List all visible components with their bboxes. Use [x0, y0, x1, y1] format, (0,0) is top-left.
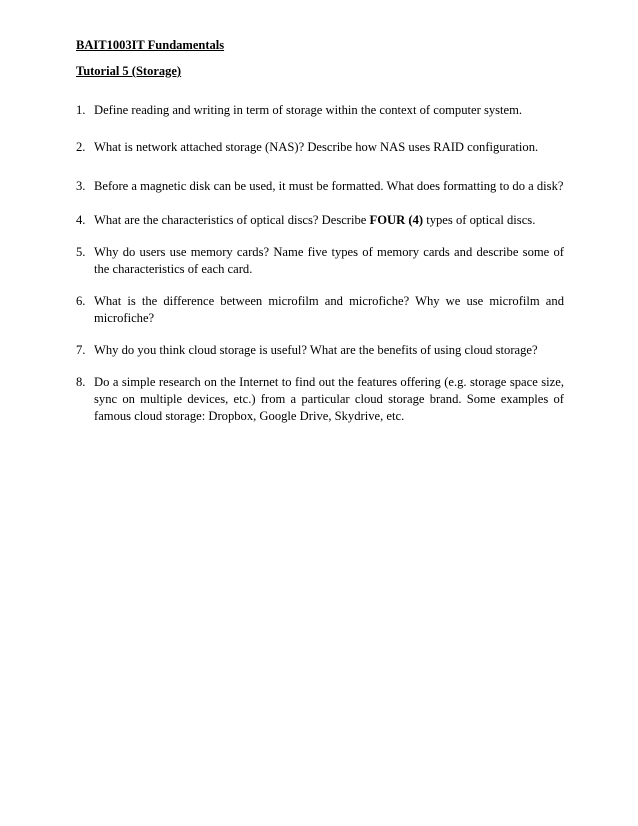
- question-number: 8.: [76, 375, 86, 389]
- question-number: 2.: [76, 140, 86, 154]
- question-emphasis: FOUR (4): [369, 213, 424, 227]
- question-number: 3.: [76, 179, 86, 193]
- question-item: [76, 139, 564, 156]
- question-item: [76, 102, 564, 119]
- question-number: 6.: [76, 294, 86, 308]
- question-text: What is the difference between microfilm and microfiche? Why we use microfilm and microfiche?: [94, 294, 564, 325]
- course-title: BAIT1003IT Fundamentals: [76, 38, 225, 52]
- question-item: [76, 178, 564, 195]
- question-text: types of optical discs.: [423, 213, 536, 227]
- question-text: Before a magnetic disk can be used, it must be formatted. What does formatting to do a disk?: [94, 179, 564, 193]
- question-item: [76, 342, 564, 359]
- question-text: What are the characteristics of optical discs? Describe: [94, 213, 370, 227]
- question-item: [76, 212, 564, 229]
- question-text: Why do you think cloud storage is useful? What are the benefits of using cloud storage?: [94, 343, 538, 357]
- question-item: [76, 374, 564, 425]
- question-item: [76, 244, 564, 278]
- question-list: [76, 102, 564, 425]
- tutorial-title: Tutorial 5 (Storage): [76, 64, 182, 78]
- question-number: 1.: [76, 103, 86, 117]
- question-item: [76, 293, 564, 327]
- question-number: 5.: [76, 245, 86, 259]
- question-text: Why do users use memory cards? Name five types of memory cards and describe some of the characteristics of each card.: [94, 245, 564, 276]
- question-text: Define reading and writing in term of storage within the context of computer system.: [94, 103, 523, 117]
- question-number: 4.: [76, 213, 86, 227]
- question-text: Do a simple research on the Internet to find out the features offering (e.g. storage space size, sync on multiple devices, etc.) from a particular cloud storage brand. Some examples of famous cloud storage: Dropbox, Google Drive, Skydrive, etc.: [94, 375, 564, 423]
- question-number: 7.: [76, 343, 86, 357]
- question-text: What is network attached storage (NAS)? Describe how NAS uses RAID configuration.: [94, 140, 539, 154]
